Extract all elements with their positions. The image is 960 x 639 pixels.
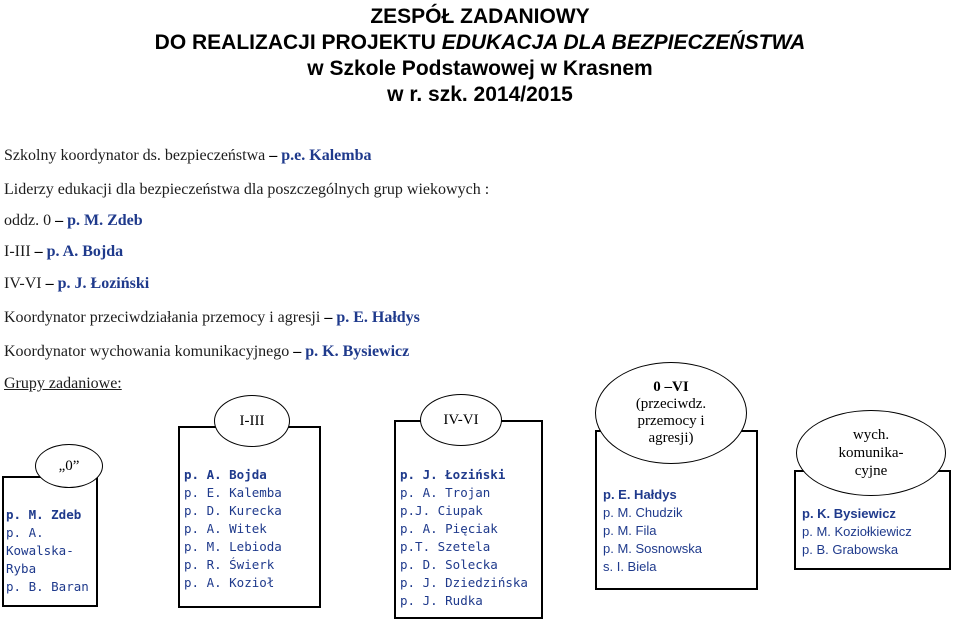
group-label-3-line2: (przeciwdz.	[635, 396, 707, 412]
member-row: p. M. Sosnowska	[603, 541, 702, 556]
title-line-2-prefix: DO REALIZACJI PROJEKTU	[154, 31, 442, 54]
group-label-2	[420, 394, 502, 446]
member-row: p. J. Dziedzińska	[400, 575, 528, 590]
group1-dash: –	[34, 243, 43, 260]
member-row: p. A. Bojda	[184, 467, 267, 482]
group-label-1	[214, 395, 290, 447]
coordinator-dash: –	[269, 147, 278, 164]
group0-label: oddz. 0	[4, 212, 52, 229]
member-row: p. K. Bysiewicz	[802, 506, 896, 521]
group-label-4	[796, 410, 946, 496]
group-label-3-line4: agresji)	[648, 430, 694, 446]
group1-line	[4, 242, 123, 262]
member-row: p. D. Solecka	[400, 557, 498, 572]
group0-line	[4, 211, 143, 231]
group1-value: p. A. Bojda	[46, 243, 124, 260]
member-row: p. M. Zdeb	[6, 507, 82, 522]
leaders-line	[4, 180, 489, 200]
coordinator-label: Szkolny koordynator ds. bezpieczeństwa	[4, 147, 266, 164]
violence-dash: –	[324, 309, 333, 326]
member-row: p. J. Łoziński	[400, 467, 506, 482]
member-row: p. M. Lebioda	[184, 539, 282, 554]
group-label-1-text: I-III	[239, 413, 265, 429]
group-members-3	[603, 486, 702, 576]
member-row: p. M. Fila	[603, 523, 657, 538]
leaders-label: Liderzy edukacji dla bezpieczeństwa dla poszczególnych grup wiekowych :	[4, 181, 490, 198]
member-row: p.T. Szetela	[400, 539, 491, 554]
group2-line	[4, 274, 149, 294]
member-row: p. J. Rudka	[400, 593, 483, 608]
group-label-4-line1: wych.	[852, 427, 890, 443]
group2-dash: –	[45, 275, 54, 292]
project-name: EDUKACJA DLA BEZPIECZEŃSTWA	[441, 31, 806, 54]
member-row: p. A. Trojan	[400, 485, 491, 500]
member-row: p. A. Witek	[184, 521, 267, 536]
violence-line	[4, 308, 420, 328]
group-members-4	[802, 505, 912, 559]
comm-line	[4, 342, 409, 362]
group-label-3	[595, 362, 747, 464]
group-label-4-line2: komunika-	[838, 445, 904, 461]
group-label-2-text: IV-VI	[443, 412, 479, 428]
comm-label: Koordynator wychowania komunikacyjnego	[4, 343, 290, 360]
violence-label: Koordynator przeciwdziałania przemocy i agresji	[4, 309, 321, 326]
title-line-4: w r. szk. 2014/2015	[387, 83, 573, 106]
group0-dash: –	[55, 212, 64, 229]
group2-value: p. J. Łoziński	[57, 275, 150, 292]
group-label-0	[35, 444, 103, 488]
member-row: p. A. Kozioł	[184, 575, 275, 590]
member-row: p. M. Koziołkiewicz	[802, 524, 912, 539]
group-label-3-line1: 0 –VI	[653, 379, 689, 395]
group0-value: p. M. Zdeb	[67, 212, 143, 229]
group-members-0	[6, 506, 89, 596]
member-row: p. A. Pięciak	[400, 521, 498, 536]
member-row: p. R. Świerk	[184, 557, 275, 572]
title-line-3: w Szkole Podstawowej w Krasnem	[307, 57, 653, 80]
comm-value: p. K. Bysiewicz	[305, 343, 410, 360]
member-row: p. B. Baran	[6, 579, 89, 594]
group2-label: IV-VI	[4, 275, 42, 292]
group-members-2	[400, 466, 528, 610]
member-row: p. A.	[6, 525, 44, 540]
member-row: p. E. Hałdys	[603, 487, 677, 502]
member-row: s. I. Biela	[603, 559, 657, 574]
title-line-2	[0, 30, 960, 56]
coordinator-line	[4, 146, 371, 166]
comm-dash: –	[293, 343, 302, 360]
member-row: p. M. Chudzik	[603, 505, 683, 520]
title-line-1: ZESPÓŁ ZADANIOWY	[370, 5, 590, 28]
member-row: p. D. Kurecka	[184, 503, 282, 518]
member-row: p. B. Grabowska	[802, 542, 899, 557]
group-members-1	[184, 466, 282, 592]
member-row: Kowalska-	[6, 543, 74, 558]
violence-value: p. E. Hałdys	[336, 309, 420, 326]
group-label-4-line3: cyjne	[854, 463, 888, 479]
group-label-3-line3: przemocy i	[637, 413, 705, 429]
coordinator-value: p.e. Kalemba	[281, 147, 372, 164]
member-row: p. E. Kalemba	[184, 485, 282, 500]
member-row: p.J. Ciupak	[400, 503, 483, 518]
group-label-0-text: „0”	[58, 458, 80, 474]
group1-label: I-III	[4, 243, 31, 260]
groups-heading: Grupy zadaniowe:	[4, 375, 122, 392]
member-row: Ryba	[6, 561, 37, 576]
